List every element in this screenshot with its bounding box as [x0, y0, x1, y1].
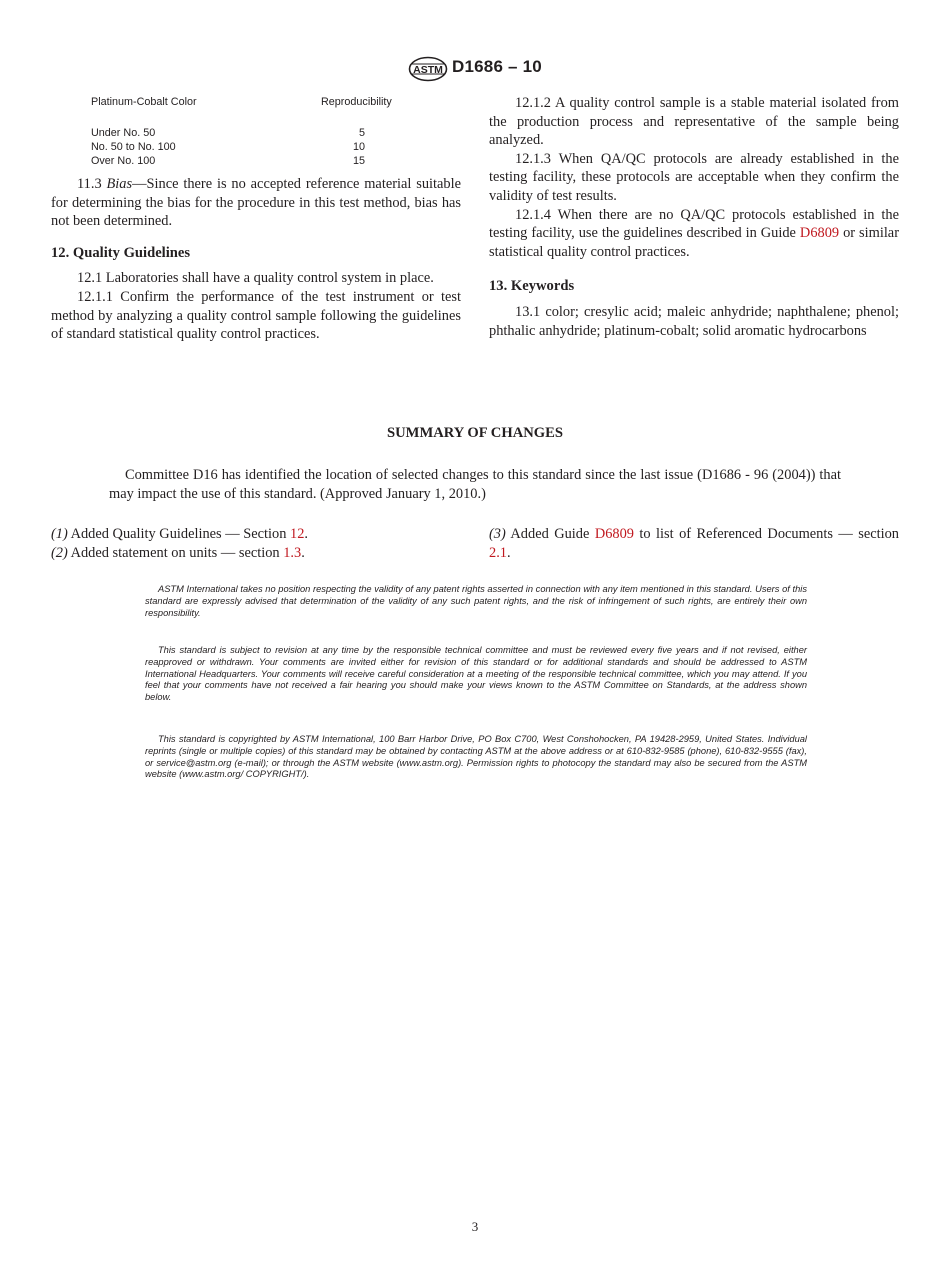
paragraph-12-1-2: 12.1.2 A quality control sample is a stable material isolated from the production process and representative of the sample being analyzed.: [489, 95, 899, 149]
link-section-2-1[interactable]: 2.1: [489, 545, 507, 561]
section-12-heading: 12. Quality Guidelines: [51, 244, 191, 261]
bias-term: Bias: [106, 176, 133, 192]
change-item: (2) Added statement on units — section 1.3.: [51, 545, 305, 561]
change-item: (3) Added Guide D6809 to list of Referenced Documents — section 2.1.: [489, 526, 899, 561]
table-row-range: Over No. 100: [91, 155, 156, 167]
paragraph-12-1: 12.1 Laboratories shall have a quality control system in place.: [77, 270, 434, 287]
paragraph-11-3: 11.3 Bias—Since there is no accepted reference material suitable for determining the bias for the procedure in this test method, bias has not been determined.: [51, 176, 461, 230]
paragraph-13-1: 13.1 color; cresylic acid; maleic anhydride; naphthalene; phenol; phthalic anhydride; platinum-cobalt; solid aromatic hydrocarbons: [489, 303, 899, 339]
table-row-range: Under No. 50: [91, 127, 156, 139]
paragraph-12-1-4: 12.1.4 When there are no QA/QC protocols established in the testing facility, use the guidelines described in Guide D6809 or similar statistical quality control practices.: [489, 206, 899, 260]
table-row-value: 5: [358, 127, 365, 139]
link-section-1-3[interactable]: 1.3: [283, 545, 302, 561]
patent-notice: ASTM International takes no position respecting the validity of any patent rights asserted in connection with any item mentioned in this standard. Users of this standard are expressly advised that determination of the validity of any such patent rights, and the risk of infringement of such rights, are entirely their own responsibility.: [145, 584, 807, 618]
astm-logo: [408, 56, 448, 87]
changes-left: [51, 525, 461, 563]
left-column: [51, 96, 461, 344]
link-d6809[interactable]: D6809: [594, 526, 634, 542]
document-number: D1686 – 10: [452, 57, 542, 76]
section-13-heading: 13. Keywords: [489, 278, 575, 295]
paragraph-12-1-1: 12.1.1 Confirm the performance of the test instrument or test method by analyzing a quality control sample following the guidelines of standard statistical quality control practices.: [51, 288, 461, 343]
table-header-reproducibility: Reproducibility: [321, 96, 392, 108]
link-d6809[interactable]: D6809: [799, 225, 840, 242]
page-header: [0, 56, 950, 82]
revision-notice: This standard is subject to revision at any time by the responsible technical committee and must be reviewed every five years and if not revised, either reapproved or withdrawn. Your comments are invited either for revision of this standard or for additional standards and should be addressed to ASTM International Headquarters. Your comments will receive careful consideration at a meeting of the responsible technical committee, which you may attend. If you feel that your comments have not received a fair hearing you should make your views known to the ASTM Committee on Standards, at the address shown below.: [145, 645, 807, 703]
changes-right: [489, 525, 899, 563]
summary-intro: Committee D16 has identified the location of selected changes to this standard since the last issue (D1686 - 96 (2004)) that may impact the use of this standard. (Approved January 1, 2010.): [109, 467, 841, 502]
right-column: [489, 94, 899, 340]
table-row-value: 15: [352, 155, 365, 167]
summary-title: SUMMARY OF CHANGES: [387, 425, 563, 441]
svg-text:ASTM: ASTM: [413, 63, 443, 76]
page-number: 3: [471, 1219, 479, 1234]
link-section-12[interactable]: 12: [290, 526, 305, 542]
table-row-value: 10: [352, 141, 365, 153]
copyright-notice: This standard is copyrighted by ASTM International, 100 Barr Harbor Drive, PO Box C700, West Conshohocken, PA 19428-2959, United States. Individual reprints (single or multiple copies) of this standard may be obtained by contacting ASTM at the above address or at 610-832-9585 (phone), 610-832-9555 (fax), or service@astm.org (e-mail); or through the ASTM website (www.astm.org). Permission rights to photocopy the standard may also be secured from the ASTM website (www.astm.org/ COPYRIGHT/).: [145, 734, 807, 780]
paragraph-12-1-3: 12.1.3 When QA/QC protocols are already established in the testing facility, these protocols are acceptable when they confirm the validity of test results.: [489, 150, 899, 204]
precision-table: [51, 96, 461, 171]
change-item: (1) Added Quality Guidelines — Section 12.: [51, 526, 309, 542]
table-row-range: No. 50 to No. 100: [91, 141, 176, 153]
table-header-color: Platinum-Cobalt Color: [91, 96, 197, 108]
